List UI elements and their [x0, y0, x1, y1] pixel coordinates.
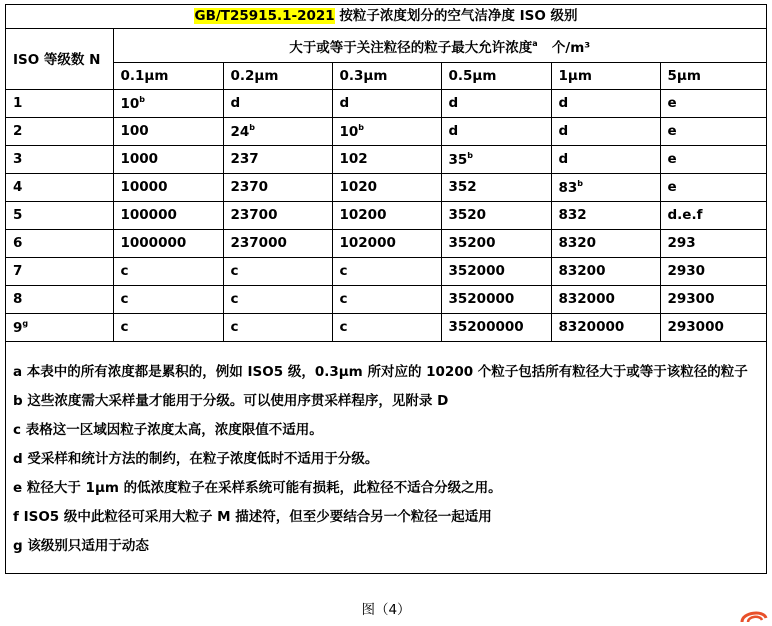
concentration-cell: d — [551, 89, 660, 117]
column-header: 5μm — [660, 62, 766, 89]
concentration-cell: d — [551, 117, 660, 145]
note-item: a 本表中的所有浓度都是累积的，例如 ISO5 级，0.3μm 所对应的 10200 个粒子包括所有粒径大于或等于该粒径的粒子 — [13, 364, 748, 380]
iso-class-number: 8 — [6, 285, 113, 313]
table-row — [6, 313, 766, 341]
concentration-cell: 352000 — [441, 257, 551, 285]
concentration-cell: 35200 — [441, 229, 551, 257]
note-item: c 表格这一区域因粒子浓度太高，浓度限值不适用。 — [13, 422, 323, 438]
table-row — [6, 229, 766, 257]
concentration-cell: 23700 — [223, 201, 332, 229]
concentration-cell: 293000 — [660, 313, 766, 341]
concentration-cell: d — [441, 117, 551, 145]
concentration-cell: 3520000 — [441, 285, 551, 313]
iso-class-number: 9$^g$ — [6, 313, 113, 341]
title-text: 按粒子浓度划分的空气洁净度 ISO 级别 — [334, 8, 578, 24]
span-header-text: 大于或等于关注粒径的粒子最大允许浓度 — [289, 40, 533, 56]
concentration-cell: 35200000 — [441, 313, 551, 341]
concentration-cell: 1000 — [113, 145, 223, 173]
concentration-cell: c — [223, 285, 332, 313]
concentration-cell: 102000 — [332, 229, 441, 257]
concentration-cell: 100 — [113, 117, 223, 145]
concentration-cell: c — [332, 257, 441, 285]
column-header: 0.2μm — [223, 62, 332, 89]
concentration-cell: d — [441, 89, 551, 117]
iso-class-number: 4 — [6, 173, 113, 201]
iso-class-number: 5 — [6, 201, 113, 229]
concentration-cell: 832000 — [551, 285, 660, 313]
document-frame — [5, 4, 767, 574]
concentration-cell: 1020 — [332, 173, 441, 201]
concentration-cell: 2370 — [223, 173, 332, 201]
span-header-unit: 个/m³ — [551, 40, 591, 56]
table-notes — [6, 357, 766, 566]
concentration-cell: 10000 — [113, 173, 223, 201]
concentration-cell: d — [223, 89, 332, 117]
iso-class-number: 6 — [6, 229, 113, 257]
concentration-cell: c — [113, 257, 223, 285]
concentration-cell: 100000 — [113, 201, 223, 229]
concentration-cell: d — [332, 89, 441, 117]
concentration-cell: 10$^b$ — [113, 89, 223, 117]
concentration-cell: 8320000 — [551, 313, 660, 341]
concentration-cell: e — [660, 89, 766, 117]
concentration-cell: d.e.f — [660, 201, 766, 229]
column-header: 0.3μm — [332, 62, 441, 89]
table-row — [6, 257, 766, 285]
column-header: 1μm — [551, 62, 660, 89]
iso-class-number: 1 — [6, 89, 113, 117]
concentration-cell: 29300 — [660, 285, 766, 313]
span-header-sup: a — [532, 39, 538, 48]
concentration-cell: d — [551, 145, 660, 173]
concentration-cell: 83200 — [551, 257, 660, 285]
note-item: d 受采样和统计方法的制约，在粒子浓度低时不适用于分级。 — [13, 451, 379, 467]
concentration-cell: 102 — [332, 145, 441, 173]
concentration-cell: 83$^b$ — [551, 173, 660, 201]
concentration-cell: c — [332, 285, 441, 313]
column-header: 0.1μm — [113, 62, 223, 89]
note-item: e 粒径大于 1μm 的低浓度粒子在采样系统可能有损耗，此粒径不适合分级之用。 — [13, 480, 502, 496]
iso-class-number: 3 — [6, 145, 113, 173]
table-row — [6, 145, 766, 173]
watermark-logo-icon — [738, 606, 768, 626]
column-header-row — [6, 62, 766, 89]
table-title — [6, 5, 766, 29]
concentration-cell: 8320 — [551, 229, 660, 257]
note-item: g 该级别只适用于动态 — [13, 538, 149, 554]
span-header-cell — [113, 28, 766, 62]
concentration-cell: 10200 — [332, 201, 441, 229]
column-header: 0.5μm — [441, 62, 551, 89]
note-item: b 这些浓度需大采样量才能用于分级。可以使用序贯采样程序，见附录 D — [13, 393, 449, 409]
concentration-cell: e — [660, 117, 766, 145]
concentration-cell: c — [113, 313, 223, 341]
table-row — [6, 201, 766, 229]
concentration-cell: 24$^b$ — [223, 117, 332, 145]
concentration-cell: 237000 — [223, 229, 332, 257]
concentration-cell: 3520 — [441, 201, 551, 229]
table-row — [6, 285, 766, 313]
table-row — [6, 117, 766, 145]
concentration-cell: 35$^b$ — [441, 145, 551, 173]
concentration-cell: c — [332, 313, 441, 341]
concentration-cell: e — [660, 145, 766, 173]
iso-class-number: 2 — [6, 117, 113, 145]
concentration-cell: e — [660, 173, 766, 201]
concentration-cell: c — [223, 313, 332, 341]
note-item: f ISO5 级中此粒径可采用大粒子 M 描述符，但至少要结合另一个粒径一起适用 — [13, 509, 492, 525]
concentration-cell: 1000000 — [113, 229, 223, 257]
concentration-cell: 832 — [551, 201, 660, 229]
concentration-cell: c — [113, 285, 223, 313]
concentration-cell: 2930 — [660, 257, 766, 285]
concentration-cell: 293 — [660, 229, 766, 257]
row-header-cell: ISO 等级数 N — [6, 28, 113, 89]
concentration-cell: 10$^b$ — [332, 117, 441, 145]
concentration-cell: 352 — [441, 173, 551, 201]
table-row — [6, 89, 766, 117]
iso-class-number: 7 — [6, 257, 113, 285]
concentration-cell: c — [223, 257, 332, 285]
standard-code: GB/T25915.1-2021 — [194, 8, 335, 24]
concentration-cell: 237 — [223, 145, 332, 173]
iso-class-table — [6, 28, 766, 342]
table-row — [6, 173, 766, 201]
figure-caption: 图（4） — [361, 602, 411, 618]
